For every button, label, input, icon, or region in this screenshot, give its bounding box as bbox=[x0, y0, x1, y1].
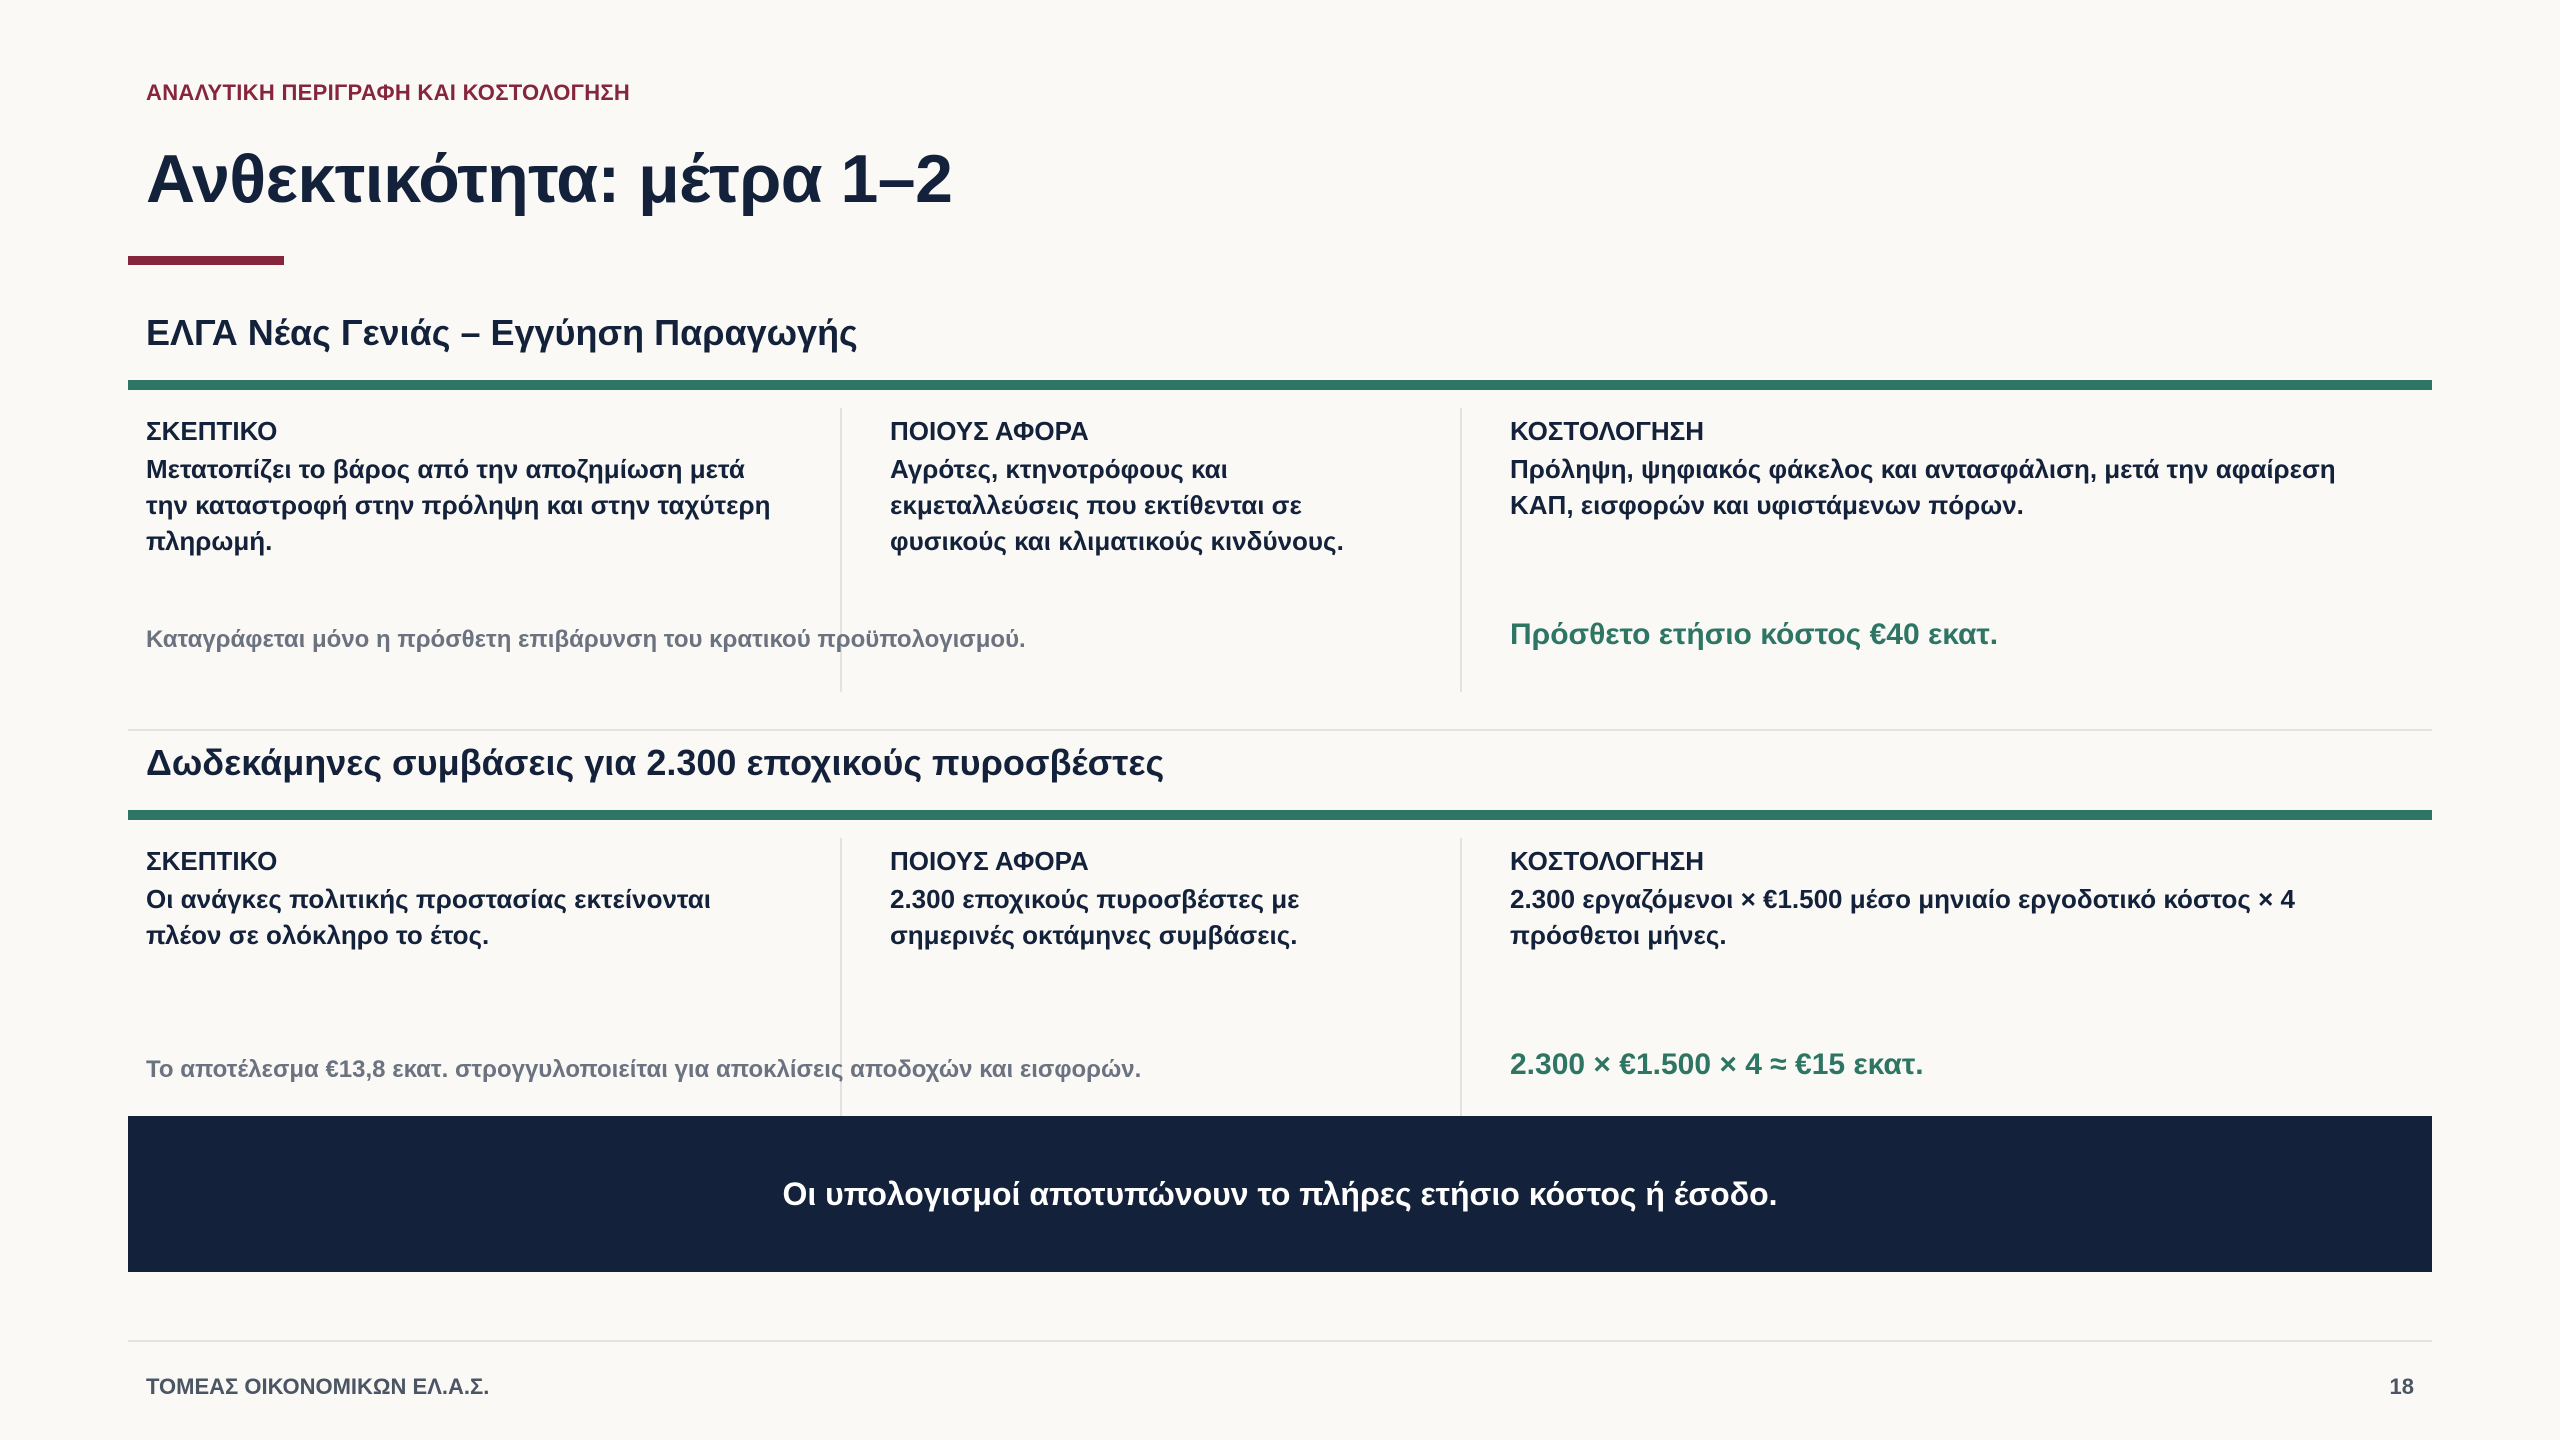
title-accent-bar bbox=[128, 256, 284, 265]
eyebrow-label: ΑΝΑΛΥΤΙΚΗ ΠΕΡΙΓΡΑΦΗ ΚΑΙ ΚΟΣΤΟΛΟΓΗΣΗ bbox=[146, 80, 631, 105]
text-line: φυσικούς και κλιματικούς κινδύνους. bbox=[890, 526, 1344, 556]
section-note: Καταγράφεται μόνο η πρόσθετη επιβάρυνση του κρατικού προϋπολογισμού. bbox=[146, 626, 1026, 653]
banner-text: Οι υπολογισμοί αποτυπώνουν το πλήρες ετήσιο κόστος ή έσοδο. bbox=[782, 1175, 1778, 1212]
text-line: πλέον σε ολόκληρο το έτος. bbox=[146, 920, 490, 950]
text-line: Αγρότες, κτηνοτρόφους και bbox=[890, 454, 1228, 484]
column-divider bbox=[1460, 838, 1462, 1116]
rationale-heading: ΣΚΕΠΤΙΚΟ bbox=[146, 846, 278, 876]
column-divider bbox=[1460, 408, 1462, 692]
section-rule bbox=[128, 810, 2432, 820]
rationale-column bbox=[146, 846, 806, 953]
audience-column bbox=[890, 416, 1450, 559]
text-line: πρόσθετοι μήνες. bbox=[1510, 920, 1727, 950]
section-rule bbox=[128, 380, 2432, 390]
costing-heading: ΚΟΣΤΟΛΟΓΗΣΗ bbox=[1510, 846, 1704, 876]
text-line: εκμεταλλεύσεις που εκτίθενται σε bbox=[890, 490, 1302, 520]
audience-heading: ΠΟΙΟΥΣ ΑΦΟΡΑ bbox=[890, 846, 1089, 876]
text-line: σημερινές οκτάμηνες συμβάσεις. bbox=[890, 920, 1298, 950]
costing-text bbox=[1510, 881, 2430, 953]
section-title-firefighters: Δωδεκάμηνες συμβάσεις για 2.300 εποχικούς πυροσβέστες bbox=[146, 742, 1165, 783]
section-separator bbox=[128, 729, 2432, 731]
page-title: Ανθεκτικότητα: μέτρα 1–2 bbox=[146, 141, 953, 217]
costing-text bbox=[1510, 451, 2430, 523]
text-line: Μετατοπίζει το βάρος από την αποζημίωση μετά bbox=[146, 454, 745, 484]
text-line: 2.300 εργαζόμενοι × €1.500 μέσο μηνιαίο εργοδοτικό κόστος × 4 bbox=[1510, 884, 2295, 914]
section-title-elga: ΕΛΓΑ Νέας Γενιάς – Εγγύηση Παραγωγής bbox=[146, 312, 858, 353]
audience-text bbox=[890, 451, 1450, 559]
page-number: 18 bbox=[2389, 1374, 2414, 1399]
text-line: ΚΑΠ, εισφορών και υφιστάμενων πόρων. bbox=[1510, 490, 2024, 520]
audience-column bbox=[890, 846, 1450, 953]
footer-rule bbox=[128, 1340, 2432, 1342]
rationale-text bbox=[146, 881, 806, 953]
costing-heading: ΚΟΣΤΟΛΟΓΗΣΗ bbox=[1510, 416, 1704, 446]
section-note: Το αποτέλεσμα €13,8 εκατ. στρογγυλοποιείται για αποκλίσεις αποδοχών και εισφορών. bbox=[146, 1056, 1142, 1083]
text-line: την καταστροφή στην πρόληψη και στην ταχύτερη bbox=[146, 490, 771, 520]
rationale-heading: ΣΚΕΠΤΙΚΟ bbox=[146, 416, 278, 446]
text-line: πληρωμή. bbox=[146, 526, 273, 556]
costing-column bbox=[1510, 416, 2430, 523]
cost-highlight: 2.300 × €1.500 × 4 ≈ €15 εκατ. bbox=[1510, 1048, 1924, 1081]
rationale-text bbox=[146, 451, 806, 559]
text-line: 2.300 εποχικούς πυροσβέστες με bbox=[890, 884, 1300, 914]
summary-banner bbox=[128, 1116, 2432, 1272]
text-line: Πρόληψη, ψηφιακός φάκελος και αντασφάλιση, μετά την αφαίρεση bbox=[1510, 454, 2336, 484]
footer-organization: ΤΟΜΕΑΣ ΟΙΚΟΝΟΜΙΚΩΝ ΕΛ.Α.Σ. bbox=[146, 1374, 490, 1399]
text-line: Οι ανάγκες πολιτικής προστασίας εκτείνονται bbox=[146, 884, 711, 914]
audience-heading: ΠΟΙΟΥΣ ΑΦΟΡΑ bbox=[890, 416, 1089, 446]
audience-text bbox=[890, 881, 1450, 953]
rationale-column bbox=[146, 416, 806, 559]
costing-column bbox=[1510, 846, 2430, 953]
cost-highlight: Πρόσθετο ετήσιο κόστος €40 εκατ. bbox=[1510, 618, 1999, 651]
